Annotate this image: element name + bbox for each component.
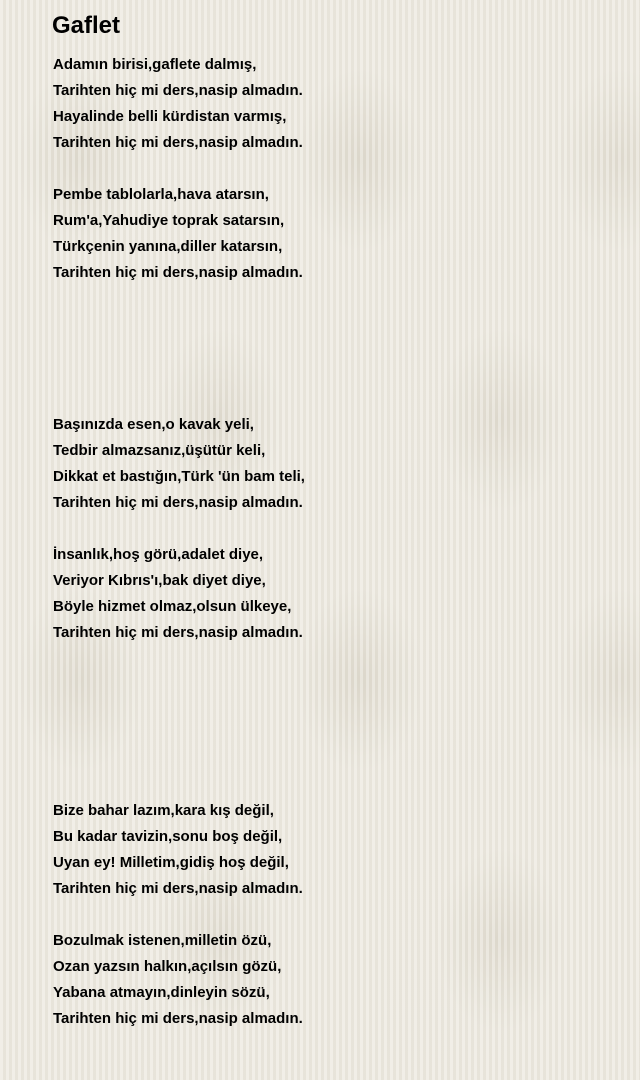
- poem-line: Tarihten hiç mi ders,nasip almadın.: [53, 264, 303, 281]
- poem-line: Tarihten hiç mi ders,nasip almadın.: [53, 494, 303, 511]
- poem-line: Tarihten hiç mi ders,nasip almadın.: [53, 1010, 303, 1027]
- stanza-5: [53, 798, 303, 902]
- poem-line: Tedbir almazsanız,üşütür keli,: [53, 442, 266, 459]
- poem-line: Tarihten hiç mi ders,nasip almadın.: [53, 134, 303, 151]
- poem-line: Hayalinde belli kürdistan varmış,: [53, 108, 287, 125]
- poem-line: Tarihten hiç mi ders,nasip almadın.: [53, 82, 303, 99]
- poem-line: Türkçenin yanına,diller katarsın,: [53, 238, 283, 255]
- stanza-3: [53, 412, 305, 516]
- stanza-1: [53, 52, 303, 156]
- poem-line: Dikkat et bastığın,Türk 'ün bam teli,: [53, 468, 305, 485]
- poem-line: Tarihten hiç mi ders,nasip almadın.: [53, 624, 303, 641]
- poem-line: Bu kadar tavizin,sonu boş değil,: [53, 828, 283, 845]
- stanza-6: [53, 928, 303, 1032]
- poem-line: Bozulmak istenen,milletin özü,: [53, 932, 272, 949]
- poem-line: Yabana atmayın,dinleyin sözü,: [53, 984, 270, 1001]
- poem-line: Pembe tablolarla,hava atarsın,: [53, 186, 269, 203]
- poem-line: Tarihten hiç mi ders,nasip almadın.: [53, 880, 303, 897]
- poem-line: Böyle hizmet olmaz,olsun ülkeye,: [53, 598, 292, 615]
- poem-line: Bize bahar lazım,kara kış değil,: [53, 802, 274, 819]
- poem-line: Adamın birisi,gaflete dalmış,: [53, 56, 257, 73]
- stanza-2: [53, 182, 303, 286]
- poem-title: Gaflet: [52, 12, 121, 39]
- poem-line: Başınızda esen,o kavak yeli,: [53, 416, 254, 433]
- poem-line: Uyan ey! Milletim,gidiş hoş değil,: [53, 854, 289, 871]
- poem-line: Veriyor Kıbrıs'ı,bak diyet diye,: [53, 572, 266, 589]
- stanza-4: [53, 542, 303, 646]
- poem-line: İnsanlık,hoş görü,adalet diye,: [53, 546, 264, 563]
- poem-line: Ozan yazsın halkın,açılsın gözü,: [53, 958, 282, 975]
- poem-line: Rum'a,Yahudiye toprak satarsın,: [53, 212, 285, 229]
